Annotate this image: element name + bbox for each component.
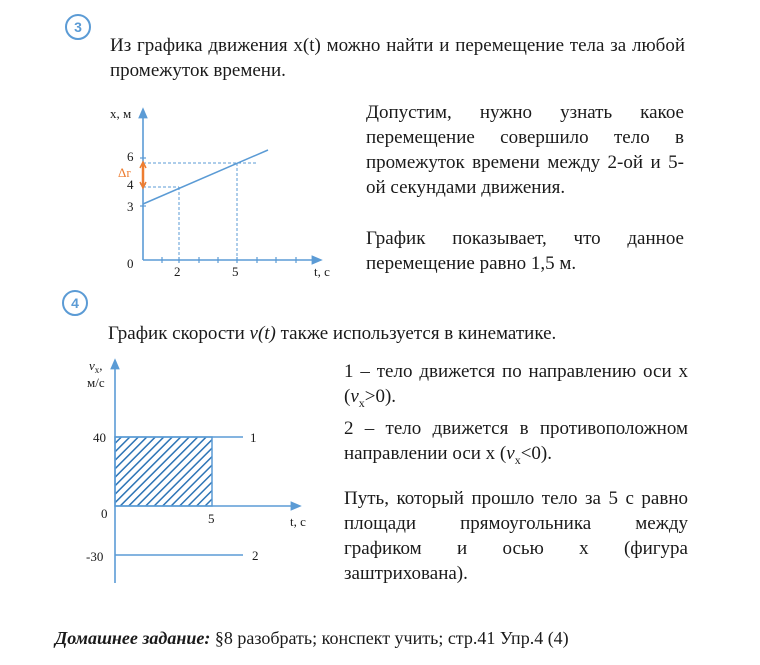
tick-x-5: 5 [232,264,239,279]
homework-text: §8 разобрать; конспект учить; стр.41 Упр.4 (4) [210,628,569,648]
section-4-path-explanation: Путь, который прошло тело за 5 с равно площади прямоугольника между графиком и осью x (фигура заштрихована). [344,488,688,584]
section-3-explanation: Допустим, нужно узнать какое перемещение совершило тело в промежуток времени между 2-ой и 5-ой секундами движения. [366,102,684,198]
tick-t-5: 5 [208,511,215,526]
tick-v-40: 40 [93,430,106,445]
tick-y-3: 3 [127,199,134,214]
delta-r-label: Δr [118,165,131,180]
section-4-badge: 4 [62,290,88,316]
section-3-result: График показывает, что данное перемещение равно 1,5 м. [366,228,684,274]
hatched-area [115,437,212,506]
origin-v-label: 0 [101,506,108,521]
section-4-directions [344,359,688,473]
direction-item-1: 1 – тело движется по направлению оси x $(v_x>0)$. [344,361,688,410]
vy-axis-label: $v_x$, [89,358,103,375]
origin-label: 0 [127,256,134,271]
vy-unit-label: м/с [87,375,105,390]
homework-label: Домашнее задание: [55,628,211,648]
t-axis-label: t, с [290,514,306,529]
motion-line [143,150,268,204]
tick-v-neg30: -30 [86,549,104,564]
tick-y-6: 6 [127,149,134,164]
x-axis-label: t, с [314,264,330,279]
tick-y-4: 4 [127,177,134,192]
section-4-intro: График скорости v(t) также используется в кинематике. [108,323,557,344]
line-2-label: 2 [252,548,259,563]
homework-line [55,628,569,649]
tick-x-2: 2 [174,264,181,279]
line-1-label: 1 [250,430,257,445]
section-3-intro: Из графика движения x(t) можно найти и перемещение тела за любой промежуток времени. [110,35,685,81]
section-3-badge: 3 [65,14,91,40]
velocity-time-graph [75,355,335,595]
direction-item-2: 2 – тело движется в противоположном направлении оси x $(v_x<0)$. [344,417,688,467]
y-axis-label: x, м [110,106,132,121]
